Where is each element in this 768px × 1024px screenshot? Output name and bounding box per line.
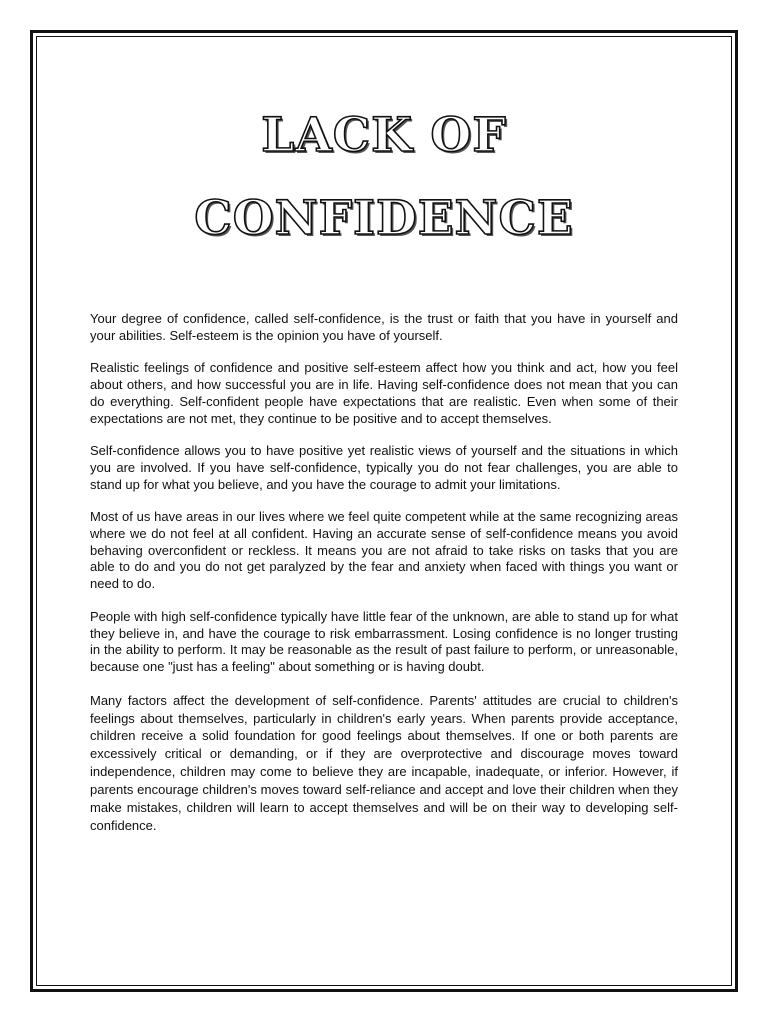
paragraph-4: Most of us have areas in our lives where we feel quite competent while at the same recognizing areas where we do not feel at all confident. Having an accurate sense of self-confidence means you avoid behaving overconfident or reckless. It means you are not afraid to take risks on tasks that you are able to do and you do not get paralyzed by the fear and anxiety when faced with things you want or need to do.	[90, 509, 678, 592]
document-body	[90, 311, 678, 851]
paragraph-1: Your degree of confidence, called self-confidence, is the trust or faith that you have in yourself and your abilities. Self-esteem is the opinion you have of yourself.	[90, 311, 678, 343]
document-title-line-1: LACK OF	[261, 108, 507, 163]
document-title-line-2: CONFIDENCE	[194, 191, 574, 246]
paragraph-6: Many factors affect the development of self-confidence. Parents' attitudes are crucial to children's feelings about themselves, particularly in children's early years. When parents provide acceptance, children receive a solid foundation for good feelings about themselves. If one or both parents are excessively critical or demanding, or if they are overprotective and discourage moves toward independence, children may come to believe they are incapable, inadequate, or inferior. However, if parents encourage children's moves toward self-reliance and accept and love their children when they make mistakes, children will learn to accept themselves and will be on their way to developing self-confidence.	[90, 692, 678, 833]
paragraph-3: Self-confidence allows you to have positive yet realistic views of yourself and the situations in which you are involved. If you have self-confidence, typically you do not fear challenges, you are able to stand up for what you believe, and you have the courage to admit your limitations.	[90, 443, 678, 492]
paragraph-2: Realistic feelings of confidence and positive self-esteem affect how you think and act, how you feel about others, and how successful you are in life. Having self-confidence does not mean that you can do everything. Self-confident people have expectations that are realistic. Even when some of their expectations are not met, they continue to be positive and to accept themselves.	[90, 360, 678, 426]
paragraph-5: People with high self-confidence typically have little fear of the unknown, are able to stand up for what they believe in, and have the courage to risk embarrassment. Losing confidence is no longer trusting in the ability to perform. It may be reasonable as the result of past failure to perform, or unreasonable, because one "just has a feeling" about something or is having doubt.	[90, 608, 678, 674]
